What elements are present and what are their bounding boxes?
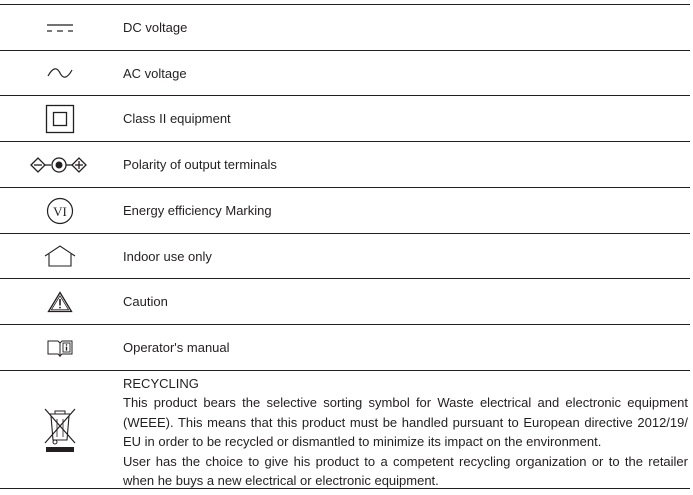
recycling-row	[0, 370, 690, 489]
symbols-table	[0, 4, 690, 489]
row-label: Caution	[123, 294, 168, 309]
manual-icon	[0, 325, 120, 370]
table-row	[0, 50, 690, 95]
polarity-icon	[0, 142, 120, 187]
table-row	[0, 278, 690, 324]
dc-voltage-icon	[0, 5, 120, 50]
table-row	[0, 233, 690, 278]
row-label: Polarity of output terminals	[123, 157, 277, 172]
ac-voltage-icon	[0, 51, 120, 95]
energy-mark-text: VI	[53, 203, 67, 219]
indoor-house-icon	[0, 234, 120, 278]
table-row	[0, 141, 690, 187]
table-row	[0, 187, 690, 233]
weee-bin-icon	[0, 371, 120, 488]
row-label: Indoor use only	[123, 248, 212, 264]
energy-efficiency-icon	[0, 188, 120, 233]
recycling-title: RECYCLING	[123, 376, 199, 391]
row-label: DC voltage	[123, 20, 188, 35]
caution-icon	[0, 279, 120, 324]
table-row	[0, 4, 690, 50]
table-row	[0, 95, 690, 141]
recycling-text	[123, 374, 688, 490]
recycling-paragraph: This product bears the selective sorting symbol for Waste electrical and electronic equipment (WEEE). This means that this product must be handled pursuant to European directive 2012/19/ EU in order to be recycled or dismantled to minimize its impact on the environment.	[123, 395, 688, 450]
table-row	[0, 324, 690, 370]
recycling-paragraph: User has the choice to give his product to a competent recycling organization or to the retailer when he buys a new electrical or electronic equipment.	[123, 453, 688, 489]
class-ii-icon	[0, 96, 120, 141]
row-label: AC voltage	[123, 65, 187, 81]
row-label: Operator's manual	[123, 340, 230, 355]
row-label: Energy efficiency Marking	[123, 203, 272, 218]
row-label: Class II equipment	[123, 111, 231, 126]
